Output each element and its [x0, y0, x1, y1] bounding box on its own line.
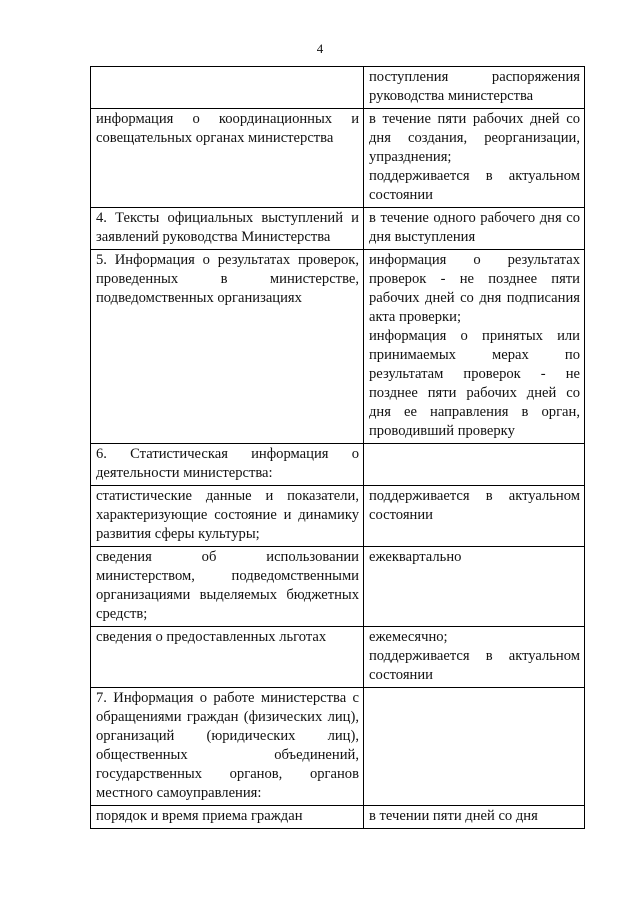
- cell-paragraph: 7. Информация о работе министерства с обращениями граждан (физических лиц), организаций (юридических лиц), общественных объединений, государственных органов, органов местного самоуправления:: [96, 690, 359, 801]
- empty-cell-spacer: [369, 689, 580, 690]
- deadline-cell: [364, 688, 585, 806]
- table-row: [91, 109, 585, 208]
- table-row: [91, 688, 585, 806]
- empty-cell-spacer: [369, 445, 580, 446]
- table-row: [91, 627, 585, 688]
- deadline-cell: [364, 486, 585, 547]
- cell-paragraph: поддерживается в актуальном состоянии: [369, 648, 580, 683]
- cell-paragraph: 5. Информация о результатах проверок, проведенных в министерстве, подведомственных организациях: [96, 252, 359, 306]
- cell-paragraph: информация о результатах проверок - не позднее пяти рабочих дней со дня подписания акта проверки;: [369, 252, 580, 325]
- deadline-cell: [364, 67, 585, 109]
- table-row: [91, 486, 585, 547]
- info-type-cell: [91, 486, 364, 547]
- info-type-cell: [91, 688, 364, 806]
- cell-paragraph: ежеквартально: [369, 549, 462, 565]
- info-type-cell: [91, 250, 364, 444]
- cell-paragraph: информация о координационных и совещательных органах министерства: [96, 111, 359, 146]
- deadline-cell: [364, 806, 585, 829]
- cell-paragraph: порядок и время приема граждан: [96, 808, 303, 824]
- table-row: [91, 208, 585, 250]
- deadline-cell: [364, 250, 585, 444]
- table-row: [91, 547, 585, 627]
- deadline-cell: [364, 208, 585, 250]
- cell-paragraph: 4. Тексты официальных выступлений и заявлений руководства Министерства: [96, 210, 359, 245]
- page-number: 4: [316, 41, 324, 56]
- cell-paragraph: 6. Статистическая информация о деятельности министерства:: [96, 446, 359, 481]
- cell-paragraph: статистические данные и показатели, характеризующие состояние и динамику развития сферы культуры;: [96, 488, 359, 542]
- info-type-cell: [91, 109, 364, 208]
- table-row: [91, 67, 585, 109]
- table-row: [91, 444, 585, 486]
- info-type-cell: [91, 806, 364, 829]
- info-type-cell: [91, 444, 364, 486]
- empty-cell-spacer: [96, 68, 359, 69]
- cell-paragraph: ежемесячно;: [369, 629, 448, 645]
- table-row: [91, 806, 585, 829]
- table-body: [91, 67, 585, 829]
- table-row: [91, 250, 585, 444]
- info-type-cell: [91, 547, 364, 627]
- deadline-cell: [364, 109, 585, 208]
- info-type-cell: [91, 208, 364, 250]
- cell-paragraph: в течении пяти дней со дня: [369, 808, 538, 824]
- cell-paragraph: в течение пяти рабочих дней со дня создания, реорганизации, упразднения;: [369, 111, 580, 165]
- deadline-cell: [364, 627, 585, 688]
- cell-paragraph: поступления распоряжения руководства министерства: [369, 69, 580, 104]
- cell-paragraph: информация о принятых или принимаемых мерах по результатам проверок - не позднее пяти рабочих дней со дня ее направления в орган, проводивший проверку: [369, 328, 580, 439]
- cell-paragraph: сведения о предоставленных льготах: [96, 629, 327, 645]
- info-type-cell: [91, 67, 364, 109]
- cell-paragraph: в течение одного рабочего дня со дня выступления: [369, 210, 580, 245]
- cell-paragraph: поддерживается в актуальном состоянии: [369, 168, 580, 203]
- deadline-cell: [364, 547, 585, 627]
- cell-paragraph: поддерживается в актуальном состоянии: [369, 488, 580, 523]
- cell-paragraph: сведения об использовании министерством, подведомственными организациями выделяемых бюджетных средств;: [96, 549, 359, 622]
- info-type-cell: [91, 627, 364, 688]
- information-table: [90, 66, 585, 829]
- deadline-cell: [364, 444, 585, 486]
